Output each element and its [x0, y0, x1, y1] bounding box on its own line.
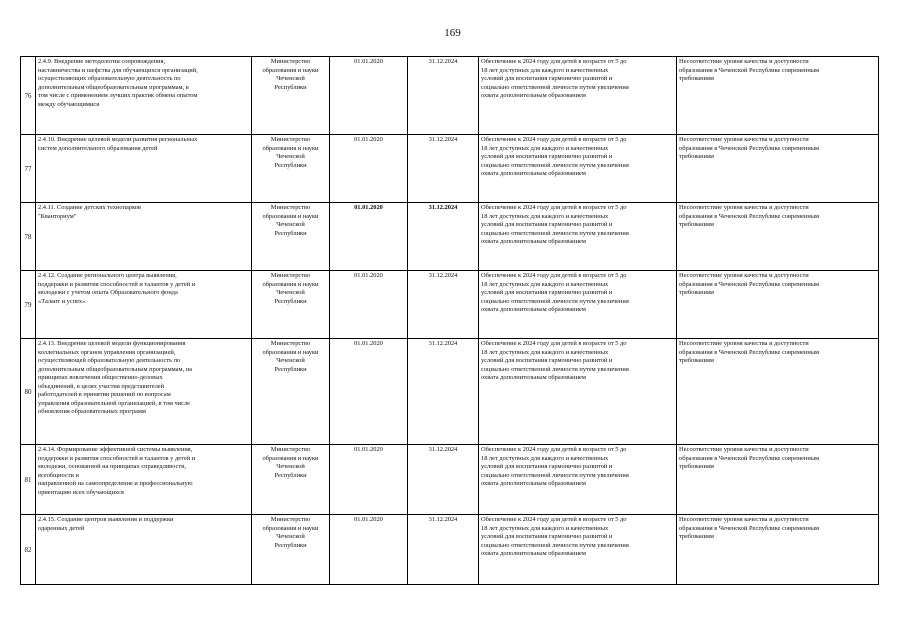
start-date: 01.01.2020 [330, 57, 408, 135]
table-row [21, 339, 879, 445]
risk-text: Несоответствие уровня качества и доступности образования в Чеченской Республике современным требованиям [677, 271, 879, 339]
start-date: 01.01.2020 [330, 203, 408, 271]
measure-text: 2.4.11. Создание детских технопарков "Кванториум" [36, 203, 252, 271]
table-row [21, 271, 879, 339]
risk-text: Несоответствие уровня качества и доступности образования в Чеченской Республике современным требованиям [677, 135, 879, 203]
row-number: 76 [21, 57, 36, 135]
measure-text: 2.4.12. Создание регионального центра выявления, поддержки и развития способностей и талантов у детей и молодежи с учетом опыта Образовательного фонда «Талант и успех» [36, 271, 252, 339]
table-row [21, 57, 879, 135]
executor-text: Министерство образования и науки Чеченской Республики [252, 339, 330, 445]
executor-text: Министерство образования и науки Чеченской Республики [252, 515, 330, 585]
result-text: Обеспечение к 2024 году для детей в возрасте от 5 до 18 лет доступных для каждого и качественных условий для воспитания гармонично развитой и социально ответственной личности путем увеличения охвата дополнительным образованием [479, 339, 677, 445]
executor-text: Министерство образования и науки Чеченской Республики [252, 135, 330, 203]
end-date: 31.12.2024 [408, 271, 479, 339]
table-row [21, 135, 879, 203]
measure-text: 2.4.14. Формирование эффективной системы выявления, поддержки и развития способностей и талантов у детей и молодежи, основанной на принципах справедливости, всеобщности и направленной на самоопределение и профессиональную ориентацию всех обучающихся [36, 445, 252, 515]
risk-text: Несоответствие уровня качества и доступности образования в Чеченской Республике современным требованиям [677, 57, 879, 135]
start-date: 01.01.2020 [330, 135, 408, 203]
risk-text: Несоответствие уровня качества и доступности образования в Чеченской Республике современным требованиям [677, 339, 879, 445]
risk-text: Несоответствие уровня качества и доступности образования в Чеченской Республике современным требованиям [677, 445, 879, 515]
executor-text: Министерство образования и науки Чеченской Республики [252, 203, 330, 271]
end-date: 31.12.2024 [408, 57, 479, 135]
start-date: 01.01.2020 [330, 339, 408, 445]
result-text: Обеспечение к 2024 году для детей в возрасте от 5 до 18 лет доступных для каждого и качественных условий для воспитания гармонично развитой и социально ответственной личности путем увеличения охвата дополнительным образованием [479, 57, 677, 135]
result-text: Обеспечение к 2024 году для детей в возрасте от 5 до 18 лет доступных для каждого и качественных условий для воспитания гармонично развитой и социально ответственной личности путем увеличения охвата дополнительным образованием [479, 135, 677, 203]
start-date: 01.01.2020 [330, 515, 408, 585]
measure-text: 2.4.13. Внедрение целевой модели функционирования коллегиальных органов управления организацией, осуществляющей образовательную деятельность по дополнительным общеобразовательным программам, на принципах вовлечения общественно-деловых объединений, в целях участия представителей работодателей в принятии решений по вопросам управления образовательной организацией, в том числе обновления образовательных программ [36, 339, 252, 445]
measure-text: 2.4.15. Создание центров выявления и поддержки одаренных детей [36, 515, 252, 585]
result-text: Обеспечение к 2024 году для детей в возрасте от 5 до 18 лет доступных для каждого и качественных условий для воспитания гармонично развитой и социально ответственной личности путем увеличения охвата дополнительным образованием [479, 515, 677, 585]
table-row [21, 445, 879, 515]
table-row [21, 203, 879, 271]
result-text: Обеспечение к 2024 году для детей в возрасте от 5 до 18 лет доступных для каждого и качественных условий для воспитания гармонично развитой и социально ответственной личности путем увеличения охвата дополнительным образованием [479, 271, 677, 339]
page-number: 169 [444, 27, 461, 39]
row-number: 82 [21, 515, 36, 585]
result-text: Обеспечение к 2024 году для детей в возрасте от 5 до 18 лет доступных для каждого и качественных условий для воспитания гармонично развитой и социально ответственной личности путем увеличения охвата дополнительным образованием [479, 203, 677, 271]
row-number: 77 [21, 135, 36, 203]
table-row [21, 515, 879, 585]
row-number: 81 [21, 445, 36, 515]
end-date: 31.12.2024 [408, 339, 479, 445]
end-date: 31.12.2024 [408, 135, 479, 203]
executor-text: Министерство образования и науки Чеченской Республики [252, 57, 330, 135]
executor-text: Министерство образования и науки Чеченской Республики [252, 445, 330, 515]
row-number: 78 [21, 203, 36, 271]
end-date: 31.12.2024 [408, 203, 479, 271]
row-number: 80 [21, 339, 36, 445]
end-date: 31.12.2024 [408, 445, 479, 515]
risk-text: Несоответствие уровня качества и доступности образования в Чеченской Республике современным требованиям [677, 203, 879, 271]
row-number: 79 [21, 271, 36, 339]
measure-text: 2.4.9. Внедрение методологии сопровождения, наставничества и шефства для обучающихся организаций, осуществляющих образовательную деятельность по дополнительным общеобразовательным программам, в том числе с применением лучших практик обмена опытом между обучающимися [36, 57, 252, 135]
measure-text: 2.4.10. Внедрение целевой модели развития региональных систем дополнительного образования детей [36, 135, 252, 203]
start-date: 01.01.2020 [330, 445, 408, 515]
executor-text: Министерство образования и науки Чеченской Республики [252, 271, 330, 339]
end-date: 31.12.2024 [408, 515, 479, 585]
measures-table [20, 56, 879, 585]
risk-text: Несоответствие уровня качества и доступности образования в Чеченской Республике современным требованиям [677, 515, 879, 585]
start-date: 01.01.2020 [330, 271, 408, 339]
result-text: Обеспечение к 2024 году для детей в возрасте от 5 до 18 лет доступных для каждого и качественных условий для воспитания гармонично развитой и социально ответственной личности путем увеличения охвата дополнительным образованием [479, 445, 677, 515]
